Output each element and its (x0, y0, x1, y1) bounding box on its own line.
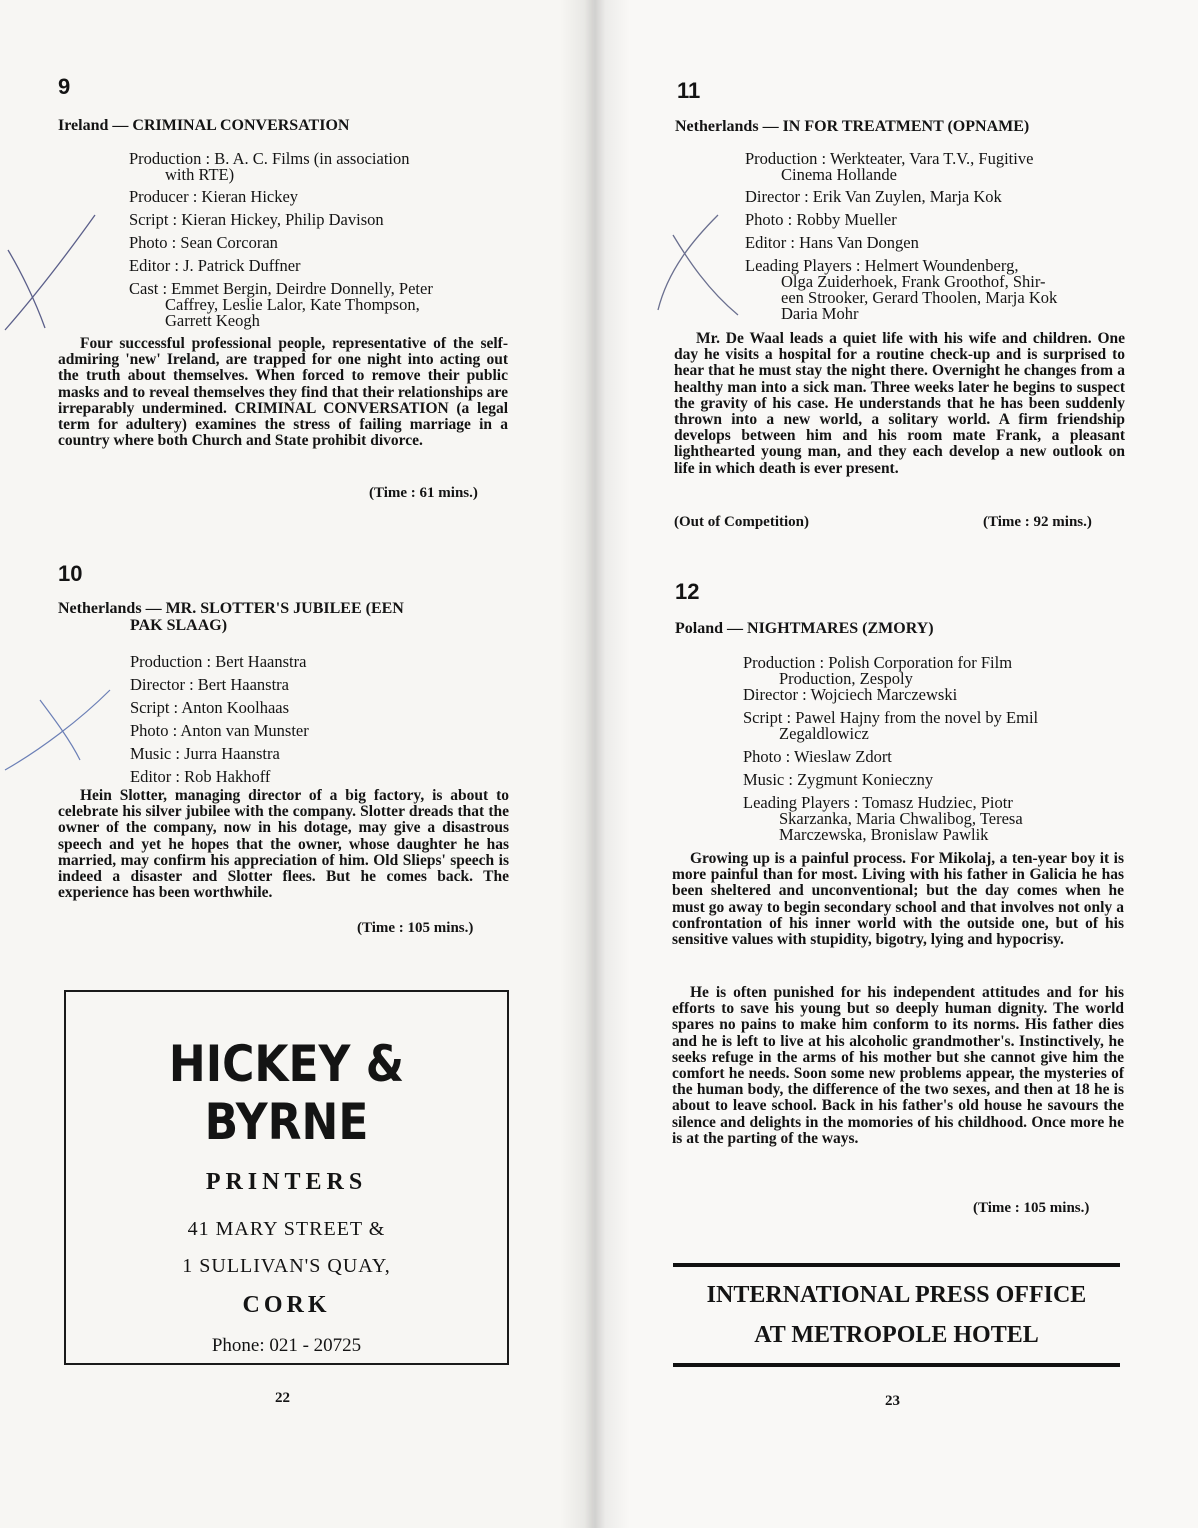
credit-production: Production : Bert Haanstra (130, 652, 307, 671)
pen-mark-x (638, 210, 758, 320)
credit-script: Script : Kieran Hickey, Philip Davison (129, 210, 384, 229)
credit-script: Script : Pawel Hajny from the novel by Emil (743, 708, 1039, 727)
pen-mark-x (0, 210, 110, 340)
entry-10-number: 10 (58, 561, 83, 586)
press-notice-line-1: INTERNATIONAL PRESS OFFICE (706, 1282, 1087, 1308)
entry-9-number: 9 (58, 74, 71, 99)
entry-10-time: (Time : 105 mins.) (357, 920, 474, 936)
entry-12-credits: Production : Polish Corporation for Film Production, Zespoly Director : Wojciech Marczewski Script : Pawel Hajny from the novel by Emil Zegaldlowicz Photo : Wieslaw Zdort Music : Zygmunt Konieczny Leading Players : Tomasz Hudziec, Piotr Skarzanka, Maria Chwalibog, Teresa Marczewska, Bronislaw Pawlik (743, 655, 1125, 843)
entry-9-heading: Ireland — CRIMINAL CONVERSATION (58, 117, 350, 134)
advert-address-1: 41 MARY STREET & (187, 1218, 386, 1240)
entry-11-time: (Time : 92 mins.) (983, 514, 1092, 530)
credit-leading-players: Leading Players : Tomasz Hudziec, Piotr (743, 793, 1013, 812)
credit-photo: Photo : Robby Mueller (745, 210, 897, 229)
credit-producer: Producer : Kieran Hickey (129, 187, 299, 206)
advert-brand: HICKEY & BYRNE (168, 1035, 405, 1151)
advert-city: CORK (242, 1292, 331, 1318)
entry-9-time: (Time : 61 mins.) (369, 485, 478, 501)
advert-address-2: 1 SULLIVAN'S QUAY, (182, 1255, 391, 1277)
entry-9-synopsis: Four successful professional people, representative of the self-admiring 'new' Ireland, are trapped for one night into acting out the truth about themselves. When forced to remove their public masks and to reveal themselves they find that their relationships are irreparably undermined. CRIMINAL CONVERSATION (a legal term for adultery) examines the stress of failing marriage in a country where both Church and State prohibit divorce. (58, 335, 508, 450)
credit-leading-players: Leading Players : Helmert Woundenberg, (745, 256, 1019, 275)
entry-9-credits: Production : B. A. C. Films (in association with RTE) Producer : Kieran Hickey Script : Kieran Hickey, Philip Davison Photo : Sean Corcoran Editor : J. Patrick Duffner Cast : Emmet Bergin, Deirdre Donnelly, Peter Caffrey, Leslie Lalor, Kate Thompson, Garrett Keogh (129, 151, 489, 329)
page-number-left: 22 (275, 1390, 290, 1406)
credit-photo: Photo : Wieslaw Zdort (743, 747, 892, 766)
credit-editor: Editor : J. Patrick Duffner (129, 256, 301, 275)
advert-phone: Phone: 021 - 20725 (211, 1335, 362, 1356)
entry-12-synopsis: Growing up is a painful process. For Mikolaj, a ten-year boy it is more painful than for most. Living with his father in Galicia he has been sheltered and unconventional; but the day comes when he must go away to begin secondary school and that involves not only a confrontation of his inner world with the outside one, but of his sensitive values with stupidity, bigotry, lying and hypocrisy. (672, 850, 1124, 949)
entry-12-synopsis-2: He is often punished for his independent attitudes and for his efforts to save his young but so deeply human dignity. The world spares no pains to make him conform to its norms. His father dies and he is left to live at his alcoholic grandmother's. Instinctively, he seeks refuge in the arms of his mother but she cannot give him the comfort he needs. Soon some new problems appear, the mysteries of the human body, the difference of the two sexes, and then at 18 he is about to leave school. Back in his father's old house he savours the silence and delights in the momories of his childhood. Once more he is at the parting of the ways. (672, 984, 1124, 1147)
entry-10-synopsis: Hein Slotter, managing director of a big factory, is about to celebrate his silver jubilee with the company. Slotter dreads that the owner of the company, now in his dotage, may give a disastrous speech and yet he hopes that the owner, whose daughter he has married, may confirm his appreciation of him. Old Slieps' speech is indeed a disaster and Slotter flees. But he comes back. The experience has been worthwhile. (58, 787, 509, 902)
press-office-notice (673, 1263, 1120, 1367)
credit-cast: Cast : Emmet Bergin, Deirdre Donnelly, Peter (129, 279, 433, 298)
credit-photo: Photo : Sean Corcoran (129, 233, 278, 252)
credit-script: Script : Anton Koolhaas (130, 698, 290, 717)
entry-11-note: (Out of Competition) (674, 514, 809, 530)
page-number-right: 23 (885, 1393, 900, 1409)
entry-11-heading: Netherlands — IN FOR TREATMENT (OPNAME) (675, 118, 1030, 135)
entry-11-credits: Production : Werkteater, Vara T.V., Fugitive Cinema Hollande Director : Erik Van Zuylen, Marja Kok Photo : Robby Mueller Editor : Hans Van Dongen Leading Players : Helmert Woundenberg, Olga Zuiderhoek, Frank Groothof, Shir- een Strooker, Gerard Thoolen, Marja Kok Daria Mohr (745, 151, 1125, 322)
entry-10-credits (130, 650, 490, 788)
entry-11-synopsis: Mr. De Waal leads a quiet life with his wife and children. One day he visits a hospital for a routine check-up and is surprised to hear that he must stay the night there. Overnight he changes from a healthy man into a sick man. Three weeks later he begins to suspect the gravity of his case. He understands that he has been suddenly thrown into a new world, a solitary world. A firm friendship develops between him and his room mate Frank, a pleasant lighthearted young man, and they each develop a new outlook on life in which death is ever present. (674, 330, 1125, 477)
book-gutter-shadow (560, 0, 630, 1528)
credit-music: Music : Jurra Haanstra (130, 744, 280, 763)
entry-12-number: 12 (675, 579, 700, 604)
credit-photo: Photo : Anton van Munster (130, 721, 309, 740)
credit-editor: Editor : Hans Van Dongen (745, 233, 919, 252)
advert-tagline: PRINTERS (205, 1169, 368, 1195)
credit-director: Director : Bert Haanstra (130, 675, 289, 694)
credit-director: Director : Wojciech Marczewski (743, 685, 958, 704)
credit-production: Production : Polish Corporation for Film (743, 653, 1013, 672)
entry-10-heading: Netherlands — MR. SLOTTER'S JUBILEE (EEN PAK SLAAG) (58, 600, 404, 634)
credit-production: Production : Werkteater, Vara T.V., Fugitive (745, 149, 1034, 168)
credit-music: Music : Zygmunt Konieczny (743, 770, 934, 789)
credit-editor: Editor : Rob Hakhoff (130, 767, 271, 786)
pen-mark-x (0, 680, 120, 780)
entry-12-heading: Poland — NIGHTMARES (ZMORY) (675, 620, 934, 637)
printer-advert (64, 990, 509, 1365)
credit-production: Production : B. A. C. Films (in association (129, 149, 410, 168)
entry-11-number: 11 (677, 78, 701, 103)
press-notice-line-2: AT METROPOLE HOTEL (754, 1322, 1039, 1348)
entry-12-time: (Time : 105 mins.) (973, 1200, 1090, 1216)
credit-director: Director : Erik Van Zuylen, Marja Kok (745, 187, 1002, 206)
